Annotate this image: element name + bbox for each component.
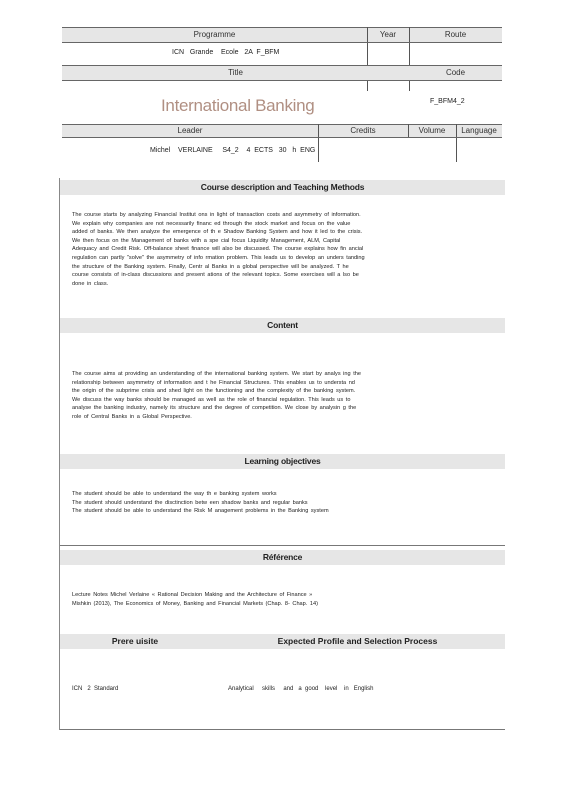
leader-value: Michel VERLAINE S4_2 4 ECTS 30 h ENG (150, 147, 316, 154)
course-title: International Banking (161, 96, 315, 115)
language-label: Language (461, 126, 497, 135)
description-heading: Course description and Teaching Methods (60, 180, 505, 195)
leader-label: Leader (177, 126, 203, 135)
prerequisite-value: ICN 2 Standard (72, 686, 119, 692)
prerequisite-heading: Prere uisite (111, 636, 159, 646)
objectives-text: The student should be able to understand the way th e banking system works The student should understand the disctinction betw een shadow banks and regular banks The student should be able to understand the Risk M anagement problems in the Banking system (72, 491, 329, 515)
description-text: The course starts by analyzing Financial Institut ons in light of transaction costs and asymmetry of information. We explain why companies are not necessarily financ ed through the stock market and focus on the value added of banks. We then analyze the emergence of th e Shadow Banking System and how it led to the crisis. We then focus on the Management of banks with a spe cial focus Liquidity Management, ALM, Capital Adequacy and Credit Risk. Off-balance sheet finance will also be discussed. The course explains how fin ancial regulation can partly "solve" the asymmetry of info rmation problem. This leads us to develop an unders tanding the structure of the Banking system. Finally, Centr al Banks in a global perspective will be analyzed. T he course consists of in-class discussions and present ations of the relevant topics. Some exercises will a lso be done in class. (72, 212, 365, 287)
reference-text: Lecture Notes Michel Verlaine « Rational Decision Making and the Architecture of Finance » Mishkin (2013), The Economics of Money, Banking and Financial Markets (Chap. 8- Chap. 14) (72, 592, 318, 607)
profile-heading: Expected Profile and Selection Process (277, 636, 438, 646)
year-label: Year (379, 30, 397, 39)
programme-label: Programme (193, 30, 236, 39)
credits-label: Credits (350, 126, 376, 135)
course-code: F_BFM4_2 (430, 98, 465, 105)
course-header-table (62, 27, 502, 162)
reference-heading: Référence (60, 550, 505, 565)
programme-value: ICN Grande Ecole 2A F_BFM (172, 49, 280, 56)
volume-label: Volume (418, 126, 446, 135)
objectives-heading: Learning objectives (60, 454, 505, 469)
route-label: Route (444, 30, 467, 39)
title-label: Title (228, 68, 243, 77)
content-text: The course aims at providing an understanding of the international banking system. We start by analys ing the relationship between asymmetry of information and t he Financial Structures. This enables us to understa nd the origin of the subprime crisis and shed light on the functioning and the complexity of the banking system. We discuss the way banks should be managed as well as the role of financial regulation. This leads us to analyse the banking industry, namely its structure and the degree of competition. We close by analysin g the role of Central Banks in a Global Perspective. (72, 371, 361, 420)
profile-value: Analytical skills and a good level in English (228, 686, 374, 692)
code-label: Code (445, 68, 466, 77)
content-heading: Content (60, 318, 505, 333)
